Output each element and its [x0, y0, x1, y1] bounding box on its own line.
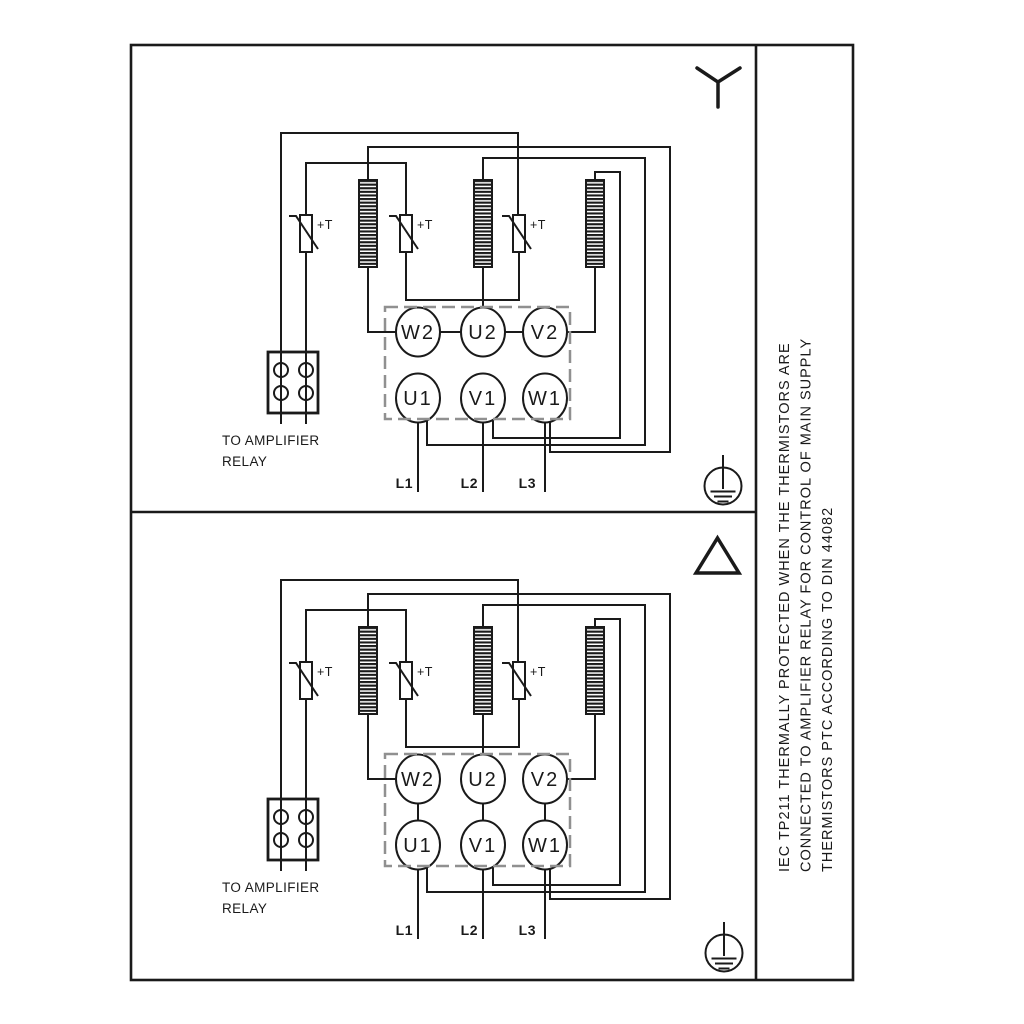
delta-connection-icon: [696, 538, 739, 573]
side-note-line-1: IEC TP211 THERMALLY PROTECTED WHEN THE THERMISTORS ARE: [777, 342, 793, 872]
side-note: [777, 338, 836, 872]
side-note-line-3: THERMISTORS PTC ACCORDING TO DIN 44082: [820, 506, 836, 872]
delta-connection-section: [222, 538, 743, 972]
motor-wiring-star: [222, 133, 670, 492]
star-connection-icon: [697, 68, 740, 107]
earth-ground-icon: [706, 922, 743, 972]
side-note-line-2: CONNECTED TO AMPLIFIER RELAY FOR CONTROL OF MAIN SUPPLY: [798, 337, 815, 872]
delta-bridge-links: [418, 803, 545, 821]
star-connection-section: [222, 68, 742, 505]
earth-ground-icon: [705, 455, 742, 505]
motor-wiring-delta: [222, 580, 670, 939]
